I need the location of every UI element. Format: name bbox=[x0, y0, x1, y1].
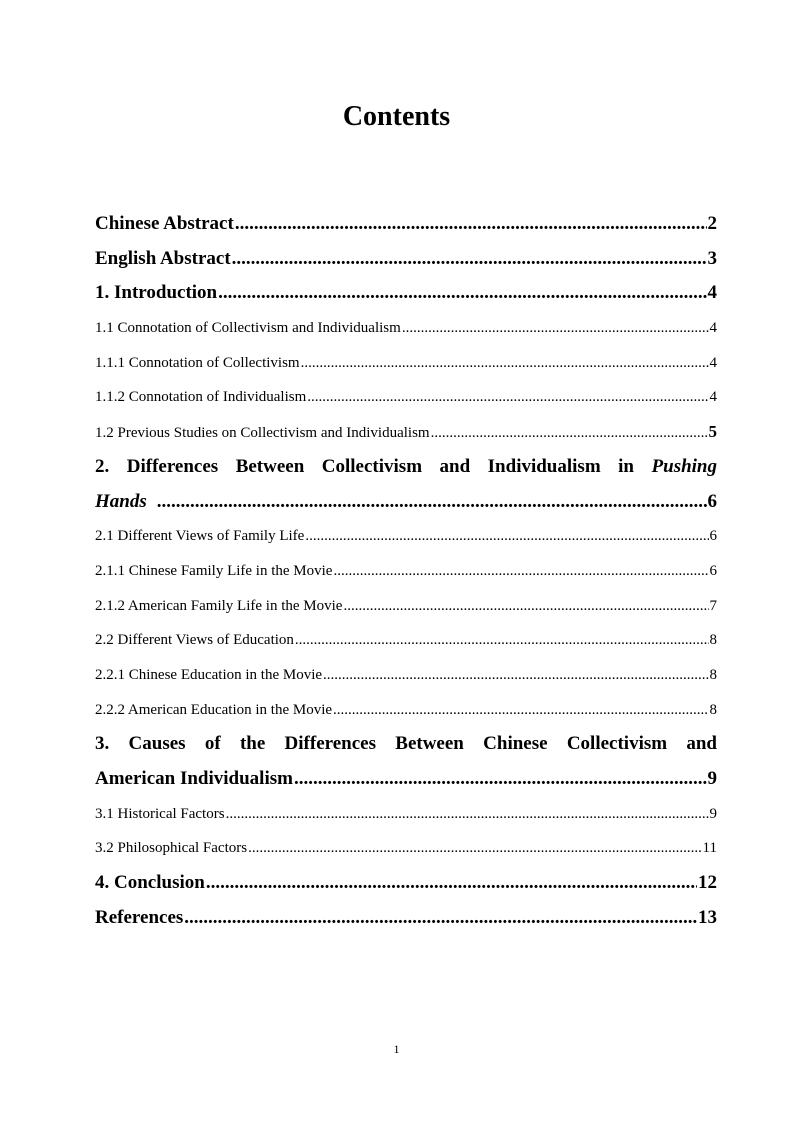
toc-entry-conclusion[interactable] bbox=[95, 866, 717, 901]
dot-leader bbox=[307, 380, 708, 415]
toc-entry-3-2[interactable] bbox=[95, 831, 717, 866]
toc-entry-page: 4 bbox=[709, 354, 717, 371]
toc-entry-page: 8 bbox=[709, 666, 717, 683]
dot-leader bbox=[323, 658, 708, 693]
dot-leader bbox=[218, 276, 706, 311]
toc-entry-2-2[interactable] bbox=[95, 623, 717, 658]
toc-entry-3-1[interactable] bbox=[95, 797, 717, 832]
toc-entry-page: 5 bbox=[708, 422, 717, 442]
dot-leader bbox=[343, 589, 708, 624]
toc-entry-label: 2.1.2 American Family Life in the Movie bbox=[95, 597, 343, 614]
toc-entry-page: 6 bbox=[709, 562, 717, 579]
toc-entry-label: 3. Causes of the Differences Between Chinese Collectivism and bbox=[95, 733, 717, 755]
toc-entry-2-line1[interactable] bbox=[95, 450, 717, 485]
toc-entry-label-italic: Pushing bbox=[651, 455, 717, 477]
dot-leader bbox=[294, 762, 707, 797]
toc-entry-label: 1.1.1 Connotation of Collectivism bbox=[95, 354, 300, 371]
toc-entry-label: 1.1 Connotation of Collectivism and Individualism bbox=[95, 320, 401, 337]
toc-entry-2-2-2[interactable] bbox=[95, 693, 717, 728]
toc-entry-references[interactable] bbox=[95, 901, 717, 936]
toc-entry-english-abstract[interactable] bbox=[95, 242, 717, 277]
toc-entry-label: English Abstract bbox=[95, 247, 231, 269]
toc-entry-introduction[interactable] bbox=[95, 276, 717, 311]
toc-entry-page: 4 bbox=[709, 389, 717, 406]
toc-entry-2-1-2[interactable] bbox=[95, 589, 717, 624]
toc-entry-page: 12 bbox=[698, 872, 717, 894]
toc-entry-page: 3 bbox=[707, 247, 717, 269]
dot-leader bbox=[333, 693, 708, 728]
dot-leader bbox=[305, 519, 708, 554]
toc-entry-label: 2.2.2 American Education in the Movie bbox=[95, 701, 333, 718]
toc-entry-page: 6 bbox=[709, 528, 717, 545]
toc-entry-page: 4 bbox=[709, 320, 717, 337]
toc-entry-label: 2.2.1 Chinese Education in the Movie bbox=[95, 666, 323, 683]
toc-entry-label: 1.1.2 Connotation of Individualism bbox=[95, 389, 307, 406]
toc-entry-1-1-2[interactable] bbox=[95, 380, 717, 415]
toc-entry-3-line1[interactable] bbox=[95, 727, 717, 762]
dot-leader bbox=[431, 416, 708, 450]
table-of-contents bbox=[95, 207, 717, 935]
toc-entry-1-1[interactable] bbox=[95, 311, 717, 346]
toc-entry-page: 6 bbox=[707, 490, 717, 512]
toc-entry-label-italic: Hands bbox=[95, 490, 147, 512]
toc-entry-2-1[interactable] bbox=[95, 519, 717, 554]
page-number: 1 bbox=[393, 1042, 400, 1056]
toc-entry-chinese-abstract[interactable] bbox=[95, 207, 717, 242]
toc-entry-label: American Individualism bbox=[95, 768, 293, 789]
toc-entry-page: 2 bbox=[707, 213, 717, 234]
toc-entry-page: 9 bbox=[709, 805, 717, 822]
dot-leader bbox=[402, 311, 709, 346]
toc-entry-label: References bbox=[95, 906, 184, 928]
toc-entry-page: 13 bbox=[698, 906, 717, 928]
dot-leader bbox=[157, 485, 707, 520]
toc-entry-label: 2.1.1 Chinese Family Life in the Movie bbox=[95, 562, 333, 579]
toc-entry-label: 1.2 Previous Studies on Collectivism and Individualism bbox=[95, 425, 430, 442]
toc-entry-label: 3.1 Historical Factors bbox=[95, 805, 225, 822]
toc-entry-1-1-1[interactable] bbox=[95, 346, 717, 381]
toc-entry-page: 9 bbox=[707, 768, 717, 789]
toc-entry-page: 11 bbox=[702, 840, 717, 857]
toc-entry-page: 8 bbox=[709, 701, 717, 718]
toc-entry-label: 1. Introduction bbox=[95, 282, 218, 304]
toc-entry-2-1-1[interactable] bbox=[95, 554, 717, 589]
dot-leader bbox=[295, 623, 709, 658]
toc-entry-label: 2.1 Different Views of Family Life bbox=[95, 528, 305, 545]
toc-entry-label: 3.2 Philosophical Factors bbox=[95, 840, 248, 857]
toc-entry-3-line2[interactable] bbox=[95, 762, 717, 797]
toc-entry-label: 4. Conclusion bbox=[95, 872, 205, 894]
dot-leader bbox=[206, 866, 697, 901]
dot-leader bbox=[248, 831, 701, 866]
toc-entry-label: 2.2 Different Views of Education bbox=[95, 632, 294, 649]
dot-leader bbox=[301, 346, 709, 381]
dot-leader bbox=[232, 242, 707, 277]
toc-entry-1-2[interactable] bbox=[95, 415, 717, 450]
toc-entry-page: 8 bbox=[709, 632, 717, 649]
dot-leader bbox=[184, 901, 697, 936]
dot-leader bbox=[235, 207, 707, 242]
dot-leader bbox=[226, 797, 709, 832]
toc-entry-label: 2. Differences Between Collectivism and Individualism in bbox=[95, 455, 635, 477]
toc-entry-page: 4 bbox=[707, 282, 717, 304]
toc-entry-label: Chinese Abstract bbox=[95, 213, 234, 234]
toc-entry-page: 7 bbox=[709, 597, 717, 614]
dot-leader bbox=[333, 554, 708, 589]
toc-entry-2-2-1[interactable] bbox=[95, 658, 717, 693]
page-title: Contents bbox=[342, 101, 451, 132]
toc-entry-2-line2[interactable] bbox=[95, 485, 717, 520]
